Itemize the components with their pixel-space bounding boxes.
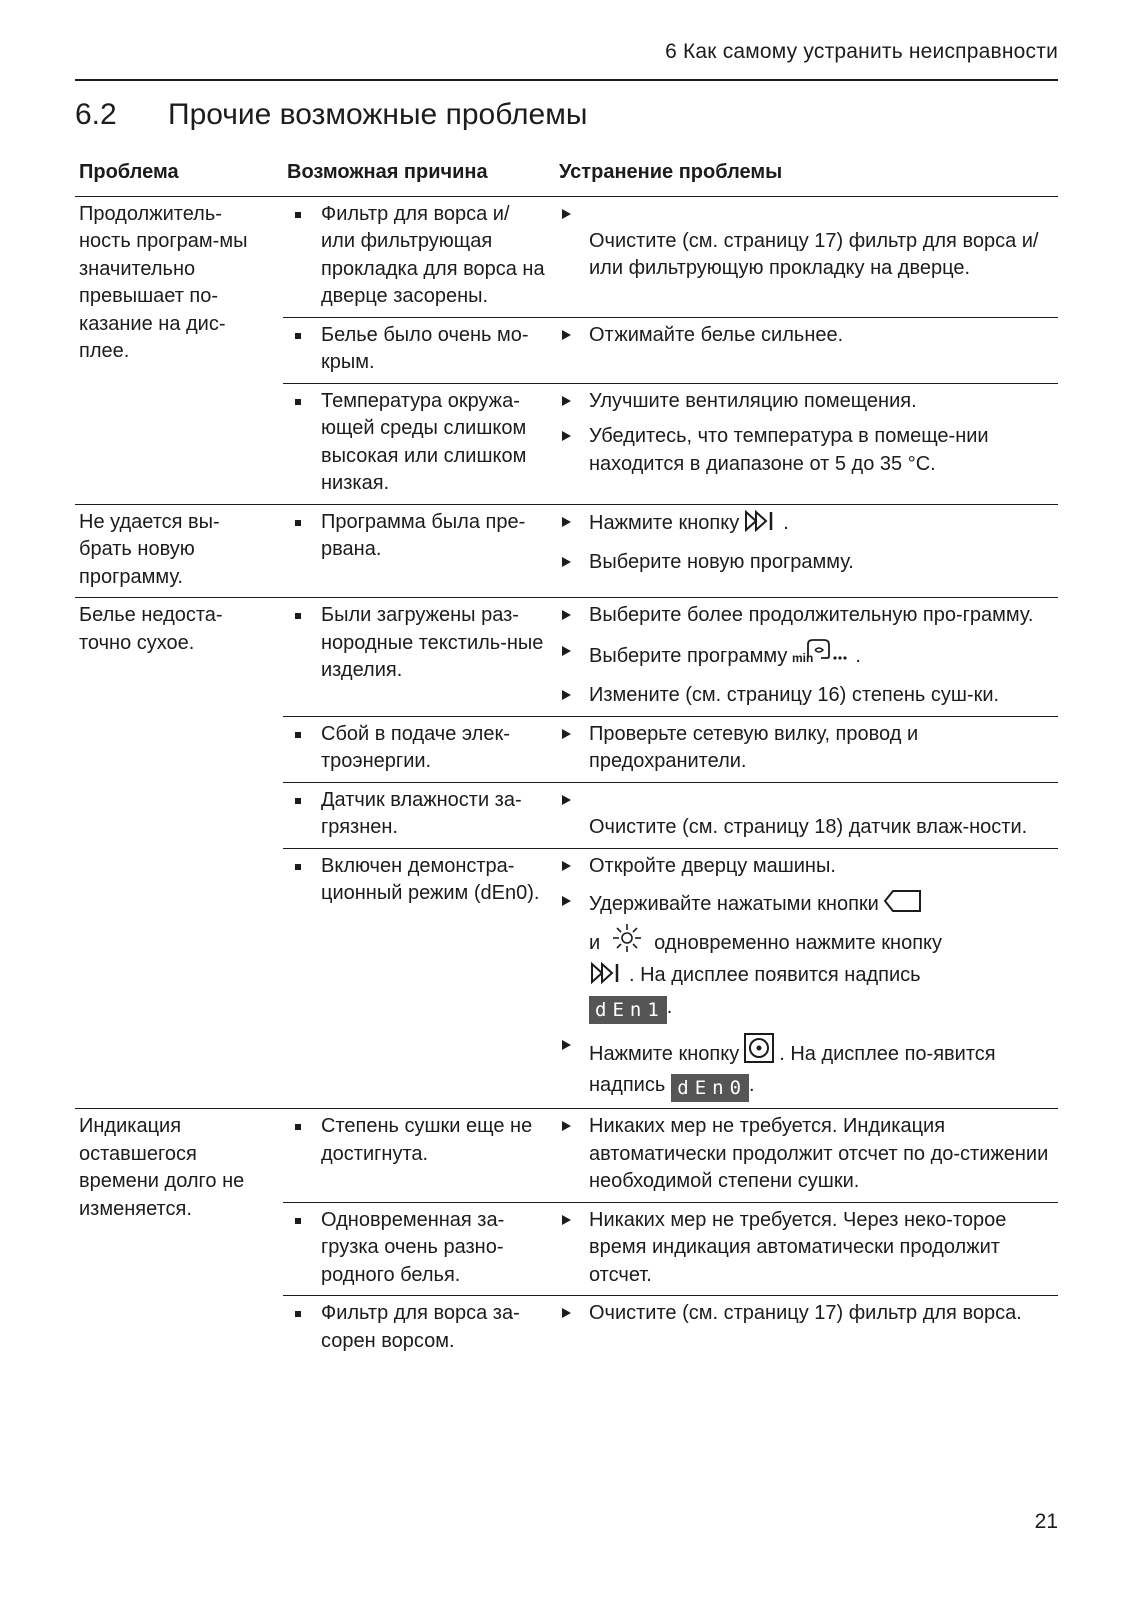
cause-text: Были загружены раз-нородные текстиль-ные изделия. <box>287 602 551 685</box>
cause-cell <box>283 782 555 848</box>
skip-forward-icon <box>589 961 625 994</box>
section-title <box>75 98 587 132</box>
remedy-step: Улучшите вентиляцию помещения. <box>559 388 1054 416</box>
troubleshooting-table <box>75 155 1058 1361</box>
cause-text: Фильтр для ворса за-сорен ворсом. <box>287 1300 551 1355</box>
display-readout: dEn0 <box>671 1074 749 1102</box>
table-header-row <box>75 155 1058 196</box>
remedy-cell <box>555 1296 1058 1362</box>
header-rule <box>75 79 1058 81</box>
section-title-text: Прочие возможные проблемы <box>168 98 588 131</box>
remedy-step: Очистите (см. страницу 17) фильтр для ворса. <box>559 1300 1054 1328</box>
light-icon <box>612 923 642 962</box>
remedy-step: Выберите программу min . <box>559 638 1054 675</box>
table-row <box>75 1109 1058 1203</box>
column-header-remedy: Устранение проблемы <box>555 155 1058 196</box>
cause-text: Датчик влажности за-грязнен. <box>287 787 551 842</box>
cause-cell <box>283 504 555 598</box>
remedy-step: Нажмите кнопку . <box>559 509 1054 542</box>
cause-cell <box>283 848 555 1109</box>
remedy-step: Удерживайте нажатыми кнопки и одновременно нажмите кнопку . На дисплее появится надпись dEn1 . <box>559 888 1054 1024</box>
cause-cell <box>283 196 555 317</box>
remedy-cell <box>555 782 1058 848</box>
cause-cell <box>283 598 555 717</box>
remedy-step: Очистите (см. страницу 18) датчик влаж-ности. <box>559 787 1054 842</box>
running-head: 6 Как самому устранить неисправности <box>665 40 1058 63</box>
remedy-cell <box>555 196 1058 317</box>
cause-text: Степень сушки еще не достигнута. <box>287 1113 551 1168</box>
column-header-cause: Возможная причина <box>283 155 555 196</box>
cause-cell <box>283 317 555 383</box>
remedy-cell <box>555 383 1058 504</box>
cause-text: Включен демонстра-ционный режим (dEn0). <box>287 853 551 908</box>
remedy-step: Выберите новую программу. <box>559 549 1054 577</box>
section-number: 6.2 <box>75 98 117 131</box>
problem-cell: Белье недоста-точно сухое. <box>75 598 283 1109</box>
remedy-step: Измените (см. страницу 16) степень суш-ки. <box>559 682 1054 710</box>
cause-cell <box>283 383 555 504</box>
cause-text: Температура окружа-ющей среды слишком высокая или слишком низкая. <box>287 388 551 498</box>
cause-cell <box>283 716 555 782</box>
table-row <box>75 504 1058 598</box>
remedy-step: Очистите (см. страницу 17) фильтр для ворса и/или фильтрующую прокладку на дверце. <box>559 201 1054 283</box>
problem-cell: Продолжитель-ность програм-мы значительно превышает по-казание на дис-плее. <box>75 196 283 504</box>
remedy-cell <box>555 1109 1058 1203</box>
remedy-step: Выберите более продолжительную про-грамму. <box>559 602 1054 630</box>
remedy-step: Убедитесь, что температура в помеще-нии находится в диапазоне от 5 до 35 °C. <box>559 423 1054 478</box>
problem-cell: Индикация оставшегося времени долго не изменяется. <box>75 1109 283 1362</box>
remedy-cell <box>555 504 1058 598</box>
cause-cell <box>283 1202 555 1296</box>
cause-text: Программа была пре-рвана. <box>287 509 551 564</box>
display-readout: dEn1 <box>589 996 667 1024</box>
cause-cell <box>283 1109 555 1203</box>
tag-icon <box>883 888 923 923</box>
start-pause-icon <box>743 1032 775 1073</box>
remedy-step: Никаких мер не требуется. Индикация автоматически продолжит отсчет по до-стижении необходимой степени сушки. <box>559 1113 1054 1196</box>
table-row <box>75 598 1058 717</box>
column-header-problem: Проблема <box>75 155 283 196</box>
remedy-cell <box>555 317 1058 383</box>
remedy-cell <box>555 848 1058 1109</box>
remedy-step: Никаких мер не требуется. Через неко-торое время индикация автоматически продолжит отсчет. <box>559 1207 1054 1290</box>
table-row <box>75 196 1058 317</box>
timed-drying-icon <box>791 638 851 675</box>
cause-cell <box>283 1296 555 1362</box>
remedy-step: Откройте дверцу машины. <box>559 853 1054 881</box>
remedy-cell <box>555 1202 1058 1296</box>
page-number: 21 <box>1034 1510 1058 1533</box>
svg-text:min: min <box>792 650 814 665</box>
cause-text: Одновременная за-грузка очень разно-родного белья. <box>287 1207 551 1290</box>
remedy-step: Отжимайте белье сильнее. <box>559 322 1054 350</box>
skip-forward-icon <box>743 509 779 542</box>
cause-text: Сбой в подаче элек-троэнергии. <box>287 721 551 776</box>
remedy-cell <box>555 598 1058 717</box>
remedy-step: Проверьте сетевую вилку, провод и предохранители. <box>559 721 1054 776</box>
remedy-cell <box>555 716 1058 782</box>
cause-text: Фильтр для ворса и/ или фильтрующая прокладка для ворса на дверце засорены. <box>287 201 551 311</box>
remedy-step: Нажмите кнопку . На дисплее по-явится надпись dEn0 . <box>559 1032 1054 1103</box>
problem-cell: Не удается вы-брать новую программу. <box>75 504 283 598</box>
cause-text: Белье было очень мо-крым. <box>287 322 551 377</box>
